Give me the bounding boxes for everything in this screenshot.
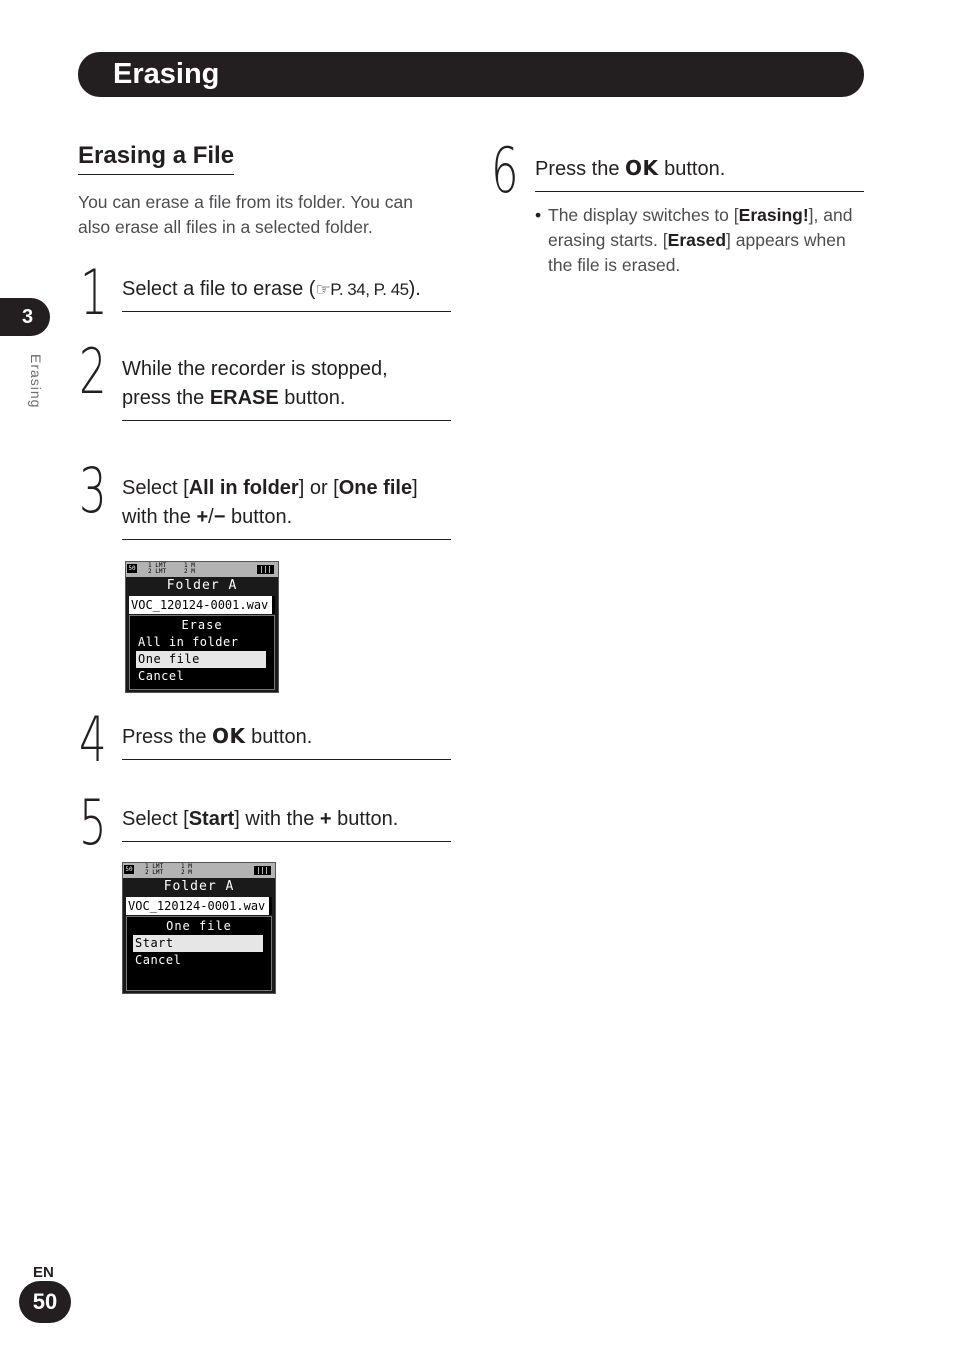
step-4-text: Press the OK button. [122,722,451,760]
step-2-text: While the recorder is stopped, press the ERASE button. [122,355,451,421]
status-bar [126,562,278,577]
one-file-popup [126,916,272,991]
mic-icon: 1 M 2 M [181,863,192,876]
chapter-tab [0,298,50,336]
device-screen-one-file-menu [122,862,276,994]
limiter-icon: 1 LMT 2 LMT [145,863,164,876]
recording-mode-icon: 50 [125,866,133,873]
option-one-file[interactable]: One file [136,651,266,668]
step-1-text: Select a file to erase (☞P. 34, P. 45). [122,275,451,312]
mic-icon: 1 M 2 M [184,562,195,575]
ok-button-label: OK [625,156,659,180]
popup-title: One file [166,919,232,933]
step-number-6: 6 [491,134,519,207]
step-number-4: 4 [79,703,107,776]
folder-name: Folder A [163,879,235,894]
device-screen-erase-menu [125,561,279,693]
step-3-text: Select [All in folder] or [One file] with the +/− button. [122,474,451,540]
folder-name: Folder A [166,578,238,593]
limiter-icon: 1 LMT 2 LMT [148,562,167,575]
file-name: VOC_120124-0001.wav [126,897,272,915]
chapter-title: Erasing [113,58,220,90]
step-5-text: Select [Start] with the + button. [122,805,451,842]
step-number-3: 3 [79,454,107,527]
status-bar [123,863,275,878]
recording-mode-icon: 50 [128,565,136,572]
language-label: EN [33,1264,54,1281]
battery-icon [257,565,274,574]
page-reference: P. 34, P. 45 [330,280,409,299]
reference-icon: ☞ [315,280,331,299]
erase-popup [129,615,275,690]
chapter-header-bar [78,52,864,97]
ok-button-label: OK [212,724,246,748]
option-cancel[interactable]: Cancel [138,669,185,683]
option-start[interactable]: Start [133,935,263,952]
step-6-note: • The display switches to [Erasing!], and erasing starts. [Erased] appears when the file is erased. [535,205,853,275]
section-title: Erasing a File [78,140,234,175]
battery-icon [254,866,271,875]
option-cancel[interactable]: Cancel [135,953,182,967]
chapter-number: 3 [22,306,34,328]
erase-button-label: ERASE [209,387,279,409]
file-name: VOC_120124-0001.wav [129,596,275,614]
section-intro: You can erase a file from its folder. You can also erase all files in a selected folder. [78,192,413,237]
option-all-in-folder[interactable]: All in folder [138,635,239,649]
bullet-point: • [535,205,542,225]
step-number-5: 5 [79,786,107,859]
step-number-2: 2 [79,335,107,408]
step-number-1: 1 [80,256,108,329]
popup-title: Erase [181,618,223,632]
page-number: 50 [19,1281,71,1323]
step-6-text: Press the OK button. [535,154,864,192]
side-chapter-label: Erasing [28,354,44,409]
